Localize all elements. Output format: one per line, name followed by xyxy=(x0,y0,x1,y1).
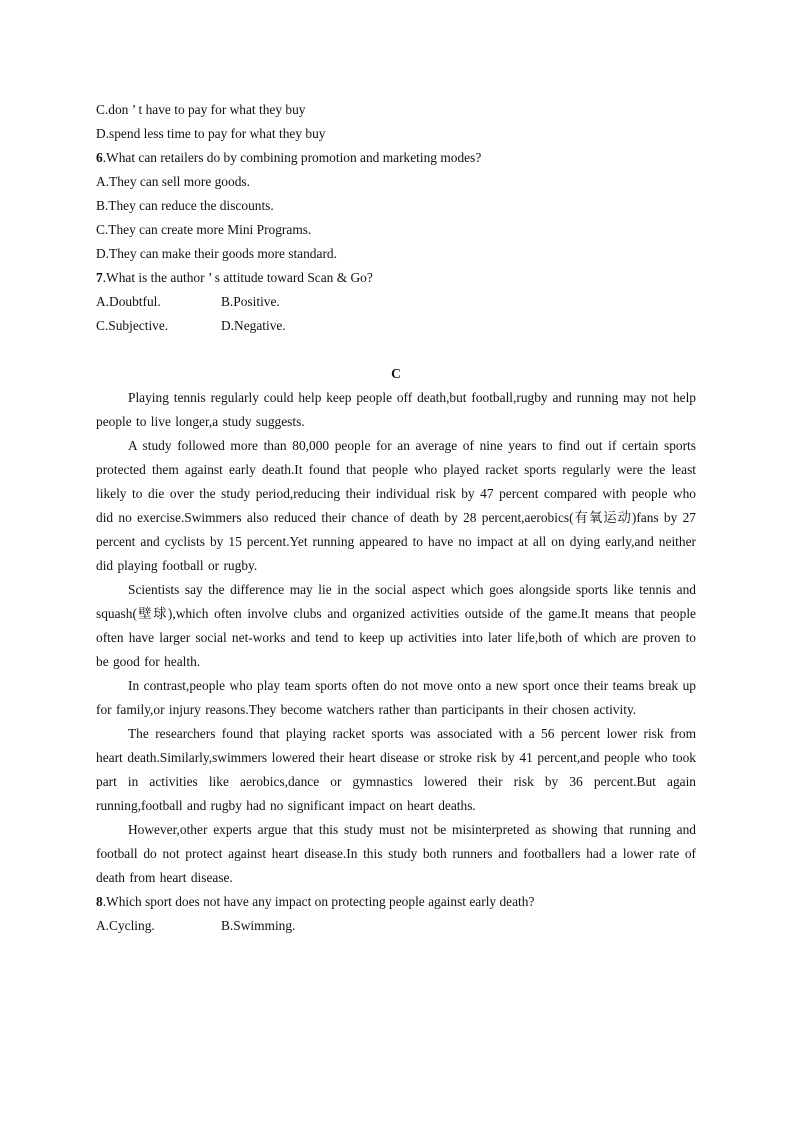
passage-paragraph-2: A study followed more than 80,000 people for an average of nine years to find out if certain sports protected them against early death.It found that people who played racket sports regularly were the least likely to die over the study period,reducing their individual risk by 47 percent compared with people who did no exercise.Swimmers also reduced their chance of death by 28 percent,aerobics(有氧运动)fans by 27 percent and cyclists by 15 percent.Yet running appeared to have no impact at all on dying early,and neither did playing football or rugby. xyxy=(96,438,696,573)
q8-option-b: B.Swimming. xyxy=(221,918,296,933)
q7-question xyxy=(96,266,696,290)
passage-paragraph-1: Playing tennis regularly could help keep people off death,but football,rugby and running may not help people to live longer,a study suggests. xyxy=(96,390,696,429)
q7-option-a: A.Doubtful. xyxy=(96,294,161,309)
passage-paragraph-4: In contrast,people who play team sports often do not move onto a new sport once their teams break up for family,or injury reasons.They become watchers rather than participants in their chosen activity. xyxy=(96,678,696,717)
q5-option-c: C.don ’ t have to pay for what they buy xyxy=(96,102,306,117)
section-title: C xyxy=(391,366,401,381)
q6-option-b: B.They can reduce the discounts. xyxy=(96,198,274,213)
q5-option-d: D.spend less time to pay for what they buy xyxy=(96,126,326,141)
q6-number: 6 xyxy=(96,150,103,165)
q6-question xyxy=(96,146,696,170)
q8-text: .Which sport does not have any impact on protecting people against early death? xyxy=(102,894,535,909)
q7-option-d: D.Negative. xyxy=(221,318,286,333)
q8-options-row-1 xyxy=(96,914,696,938)
q8-question xyxy=(96,890,696,914)
q7-option-c: C.Subjective. xyxy=(96,318,169,333)
q8-option-a: A.Cycling. xyxy=(96,918,155,933)
q7-option-b: B.Positive. xyxy=(221,294,280,309)
q6-option-a: A.They can sell more goods. xyxy=(96,174,250,189)
passage-paragraph-5: The researchers found that playing racket sports was associated with a 56 percent lower risk from heart death.Similarly,swimmers lowered their heart disease or stroke risk by 41 percent,and people who took part in activities like aerobics,dance or gymnastics lowered their risk by 36 percent.But again running,football and rugby had no significant impact on heart deaths. xyxy=(96,726,696,813)
q7-number: 7 xyxy=(96,270,103,285)
q7-text: .What is the author ’ s attitude toward Scan & Go? xyxy=(102,270,373,285)
passage-paragraph-3: Scientists say the difference may lie in the social aspect which goes alongside sports like tennis and squash(壁球),which often involve clubs and organized activities outside of the game.It means that people often have larger social net-works and tend to keep up activities into later life,both of which are proven to be good for health. xyxy=(96,582,696,669)
q6-option-c: C.They can create more Mini Programs. xyxy=(96,222,312,237)
q7-options-row-1 xyxy=(96,290,696,314)
passage-paragraph-6: However,other experts argue that this study must not be misinterpreted as showing that running and football do not protect against heart disease.In this study both runners and footballers had a lower rate of death from heart disease. xyxy=(96,822,696,885)
q7-options-row-2 xyxy=(96,314,696,338)
q8-number: 8 xyxy=(96,894,103,909)
exam-content xyxy=(96,98,696,938)
q6-option-d: D.They can make their goods more standard. xyxy=(96,246,337,261)
q6-text: .What can retailers do by combining promotion and marketing modes? xyxy=(102,150,482,165)
